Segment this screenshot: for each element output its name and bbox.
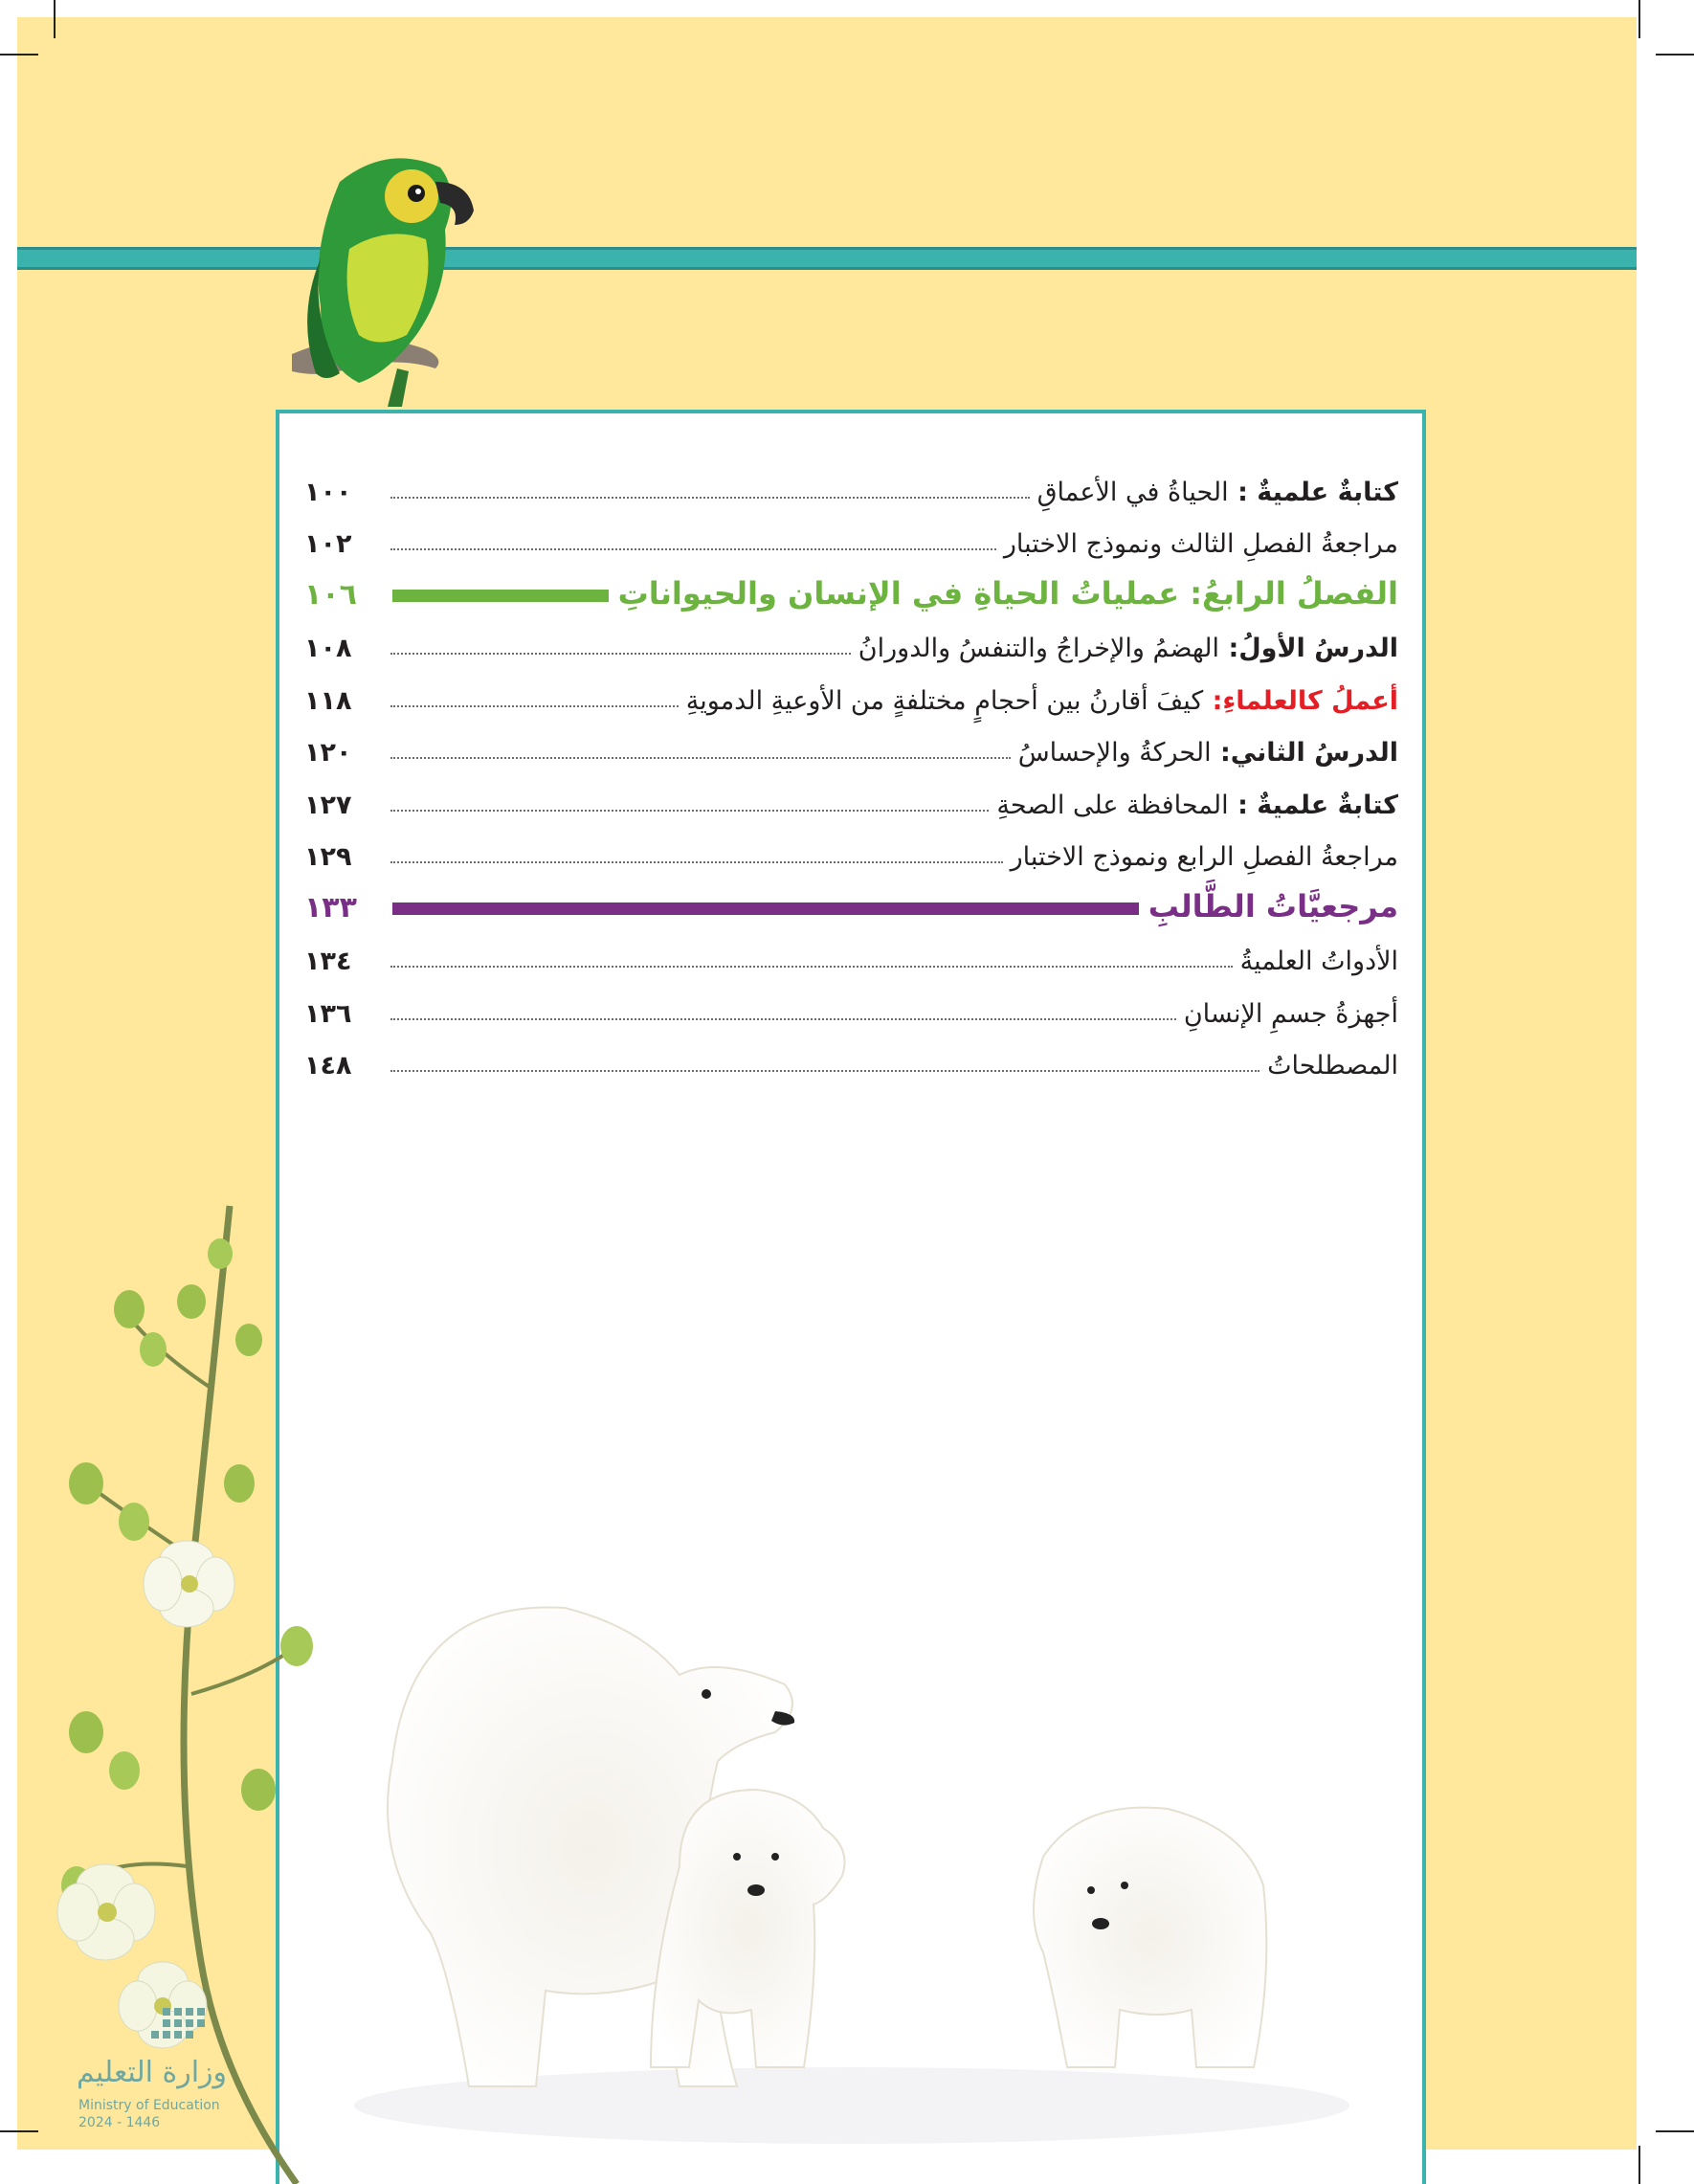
toc-entry[interactable] [304,768,1398,820]
crop-mark [1638,0,1640,38]
toc-entry-title: الأدواتُ العلميةُ [1239,947,1398,976]
toc-page-number: ١٠٢ [304,529,352,559]
chapter-title: الفصلُ الرابعُ: عملياتُ الحياةِ في الإنسان والحيواناتِ [617,574,1398,612]
toc-entry[interactable] [304,663,1398,716]
leader-dots [390,653,851,655]
toc-entry[interactable] [304,976,1398,1029]
toc-entry-prefix: كتابةٌ علميةٌ : [1237,790,1398,820]
toc-entry-title: الحركةُ والإحساسُ [1017,738,1212,768]
toc-page-number: ١٠٦ [304,577,357,612]
toc-page-number: ١٤٨ [304,1051,352,1081]
crop-mark [0,54,38,56]
toc-entry[interactable] [304,820,1398,873]
leader-dots [390,1070,1259,1072]
references-title: مرجعيَّاتُ الطَّالبِ [1148,887,1398,925]
toc-page-number: ١٢٠ [304,738,352,768]
toc-entry-prefix: الدرسُ الأولُ: [1228,634,1398,663]
teal-divider-band [17,247,1637,270]
leader-dots [390,757,1011,759]
table-of-contents [304,455,1398,1081]
toc-entry-title: المحافظة على الصحةِ [996,790,1229,820]
toc-page-number: ١٢٩ [304,842,352,872]
leader-dots [390,810,989,812]
toc-page-number: ١٣٣ [304,890,357,925]
toc-entry-prefix: كتابةٌ علميةٌ : [1237,477,1398,507]
references-bar [392,903,1139,915]
polar-bears-illustration [354,1570,1369,2144]
toc-entry-title: مراجعةُ الفصلِ الثالث ونموذج الاختبار [1003,529,1398,559]
toc-entry-title: كيفَ أقارنُ بين أحجامٍ مختلفةٍ من الأوعيةِ الدمويةِ [685,685,1204,716]
ministry-logo-year: 2024 - 1446 [78,2115,161,2130]
crop-mark [1656,54,1694,56]
crop-mark [1638,2146,1640,2184]
crop-mark [1656,2130,1694,2132]
crop-mark [54,0,56,38]
leader-dots [390,497,1030,499]
toc-page-number: ١١٨ [304,685,352,716]
toc-entry[interactable] [304,716,1398,769]
toc-entry[interactable] [304,1029,1398,1081]
toc-entry[interactable] [304,925,1398,977]
toc-page-number: ١٠٨ [304,634,352,663]
toc-entry[interactable] [304,455,1398,507]
toc-entry-title: مراجعةُ الفصلِ الرابع ونموذج الاختبار [1010,842,1398,872]
toc-page-number: ١٠٠ [304,477,352,507]
toc-entry-title: المصطلحاتُ [1267,1051,1398,1081]
toc-entry-prefix: أعملُ كالعلماءِ: [1212,685,1398,716]
ministry-logo-arabic: وزارة التعليم [77,2056,228,2089]
toc-entry[interactable] [304,612,1398,664]
toc-entry[interactable] [304,507,1398,560]
leader-dots [390,548,996,550]
toc-entry-title: الحياةُ في الأعماقِ [1036,477,1229,507]
leader-dots [390,861,1003,863]
toc-page-number: ١٣٤ [304,947,352,976]
leader-dots [390,705,679,707]
chapter-bar [392,590,609,602]
toc-entry-title: أجهزةُ جسمِ الإنسانِ [1183,998,1398,1029]
toc-references-heading[interactable] [304,872,1398,925]
leader-dots [390,966,1233,968]
toc-entry-title: الهضمُ والإخراجُ والتنفسُ والدورانُ [858,634,1220,663]
leader-dots [390,1018,1176,1020]
toc-entry-prefix: الدرسُ الثاني: [1220,738,1398,768]
toc-page-number: ١٢٧ [304,790,352,820]
toc-page-number: ١٣٦ [304,998,352,1029]
ministry-logo-english: Ministry of Education [78,2098,220,2113]
toc-chapter-heading[interactable] [304,559,1398,612]
parrot-illustration [282,144,502,412]
